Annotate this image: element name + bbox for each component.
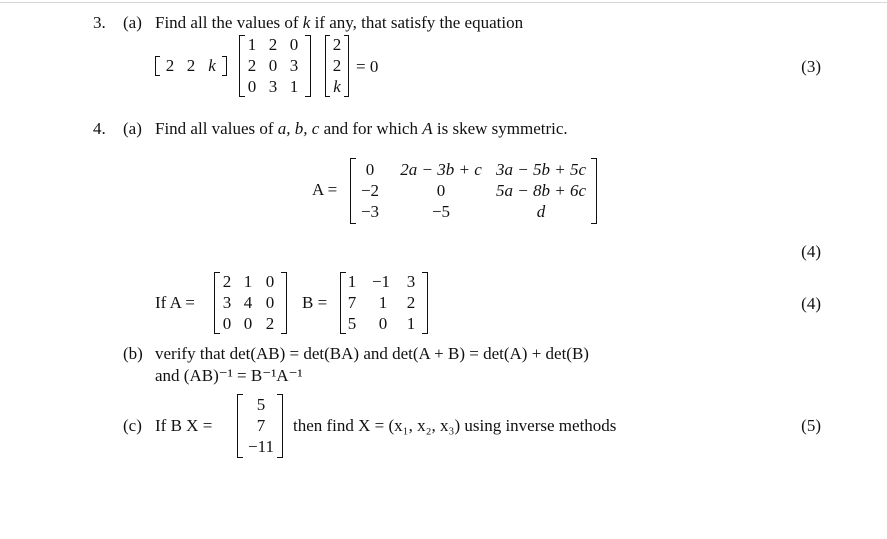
q4b-question-text: verify that det(AB) = det(BA) and det(A + B) = det(A) + det(B) — [155, 344, 589, 363]
q4b-question-text-2: and (AB)⁻¹ = B⁻¹A⁻¹ — [155, 366, 303, 385]
q4a-A-cell: −5 — [431, 202, 451, 221]
q4-A2-cell: 0 — [265, 293, 275, 312]
q3-column-vector-cell: k — [333, 77, 341, 96]
q3-matrix — [239, 35, 311, 97]
q3-part-label: (a) — [123, 13, 142, 32]
q4a-A-cell: 0 — [436, 181, 446, 200]
q4-B-cell: 1 — [406, 314, 416, 333]
q4-A2-cell: 0 — [222, 314, 232, 333]
q4c-vector-cell: 5 — [256, 395, 266, 414]
q4a-A-label: A = — [312, 180, 338, 199]
q3-column-vector-cell: 2 — [332, 56, 342, 75]
q4-if-A-label: If A = — [155, 293, 195, 312]
q4c-marks: (5) — [801, 416, 821, 435]
q3-number: 3. — [93, 13, 106, 32]
q4a-question-text: Find all values of a, b, c and for which A is skew symmetric. — [155, 119, 568, 138]
q3-row-vector-cell: k — [208, 56, 216, 75]
q3-marks: (3) — [801, 57, 821, 76]
q3-matrix-cell: 1 — [289, 77, 299, 96]
q3-column-vector — [325, 35, 349, 97]
q3-column-vector-cell: 2 — [332, 35, 342, 54]
q4-B-matrix — [340, 272, 428, 334]
q4b-marks: (4) — [801, 294, 821, 313]
q4-A2-cell: 3 — [222, 293, 232, 312]
q4c-equation-lhs: If B X = — [155, 416, 213, 435]
q4-A2-cell: 1 — [243, 272, 253, 291]
q4-B-cell: 3 — [406, 272, 416, 291]
q3-matrix-cell: 0 — [247, 77, 257, 96]
q4c-vector — [237, 394, 283, 458]
q4a-A-cell: −3 — [360, 202, 380, 221]
q4a-A-cell: 5a − 8b + 6c — [496, 181, 586, 200]
q3-row-vector-cell: 2 — [165, 56, 175, 75]
q4-B-cell: 7 — [347, 293, 357, 312]
q4a-A-cell: −2 — [360, 181, 380, 200]
q4a-marks: (4) — [801, 242, 821, 261]
q3-matrix-cell: 1 — [247, 35, 257, 54]
q4-A2-cell: 4 — [243, 293, 253, 312]
q4a-A-cell: d — [536, 202, 546, 221]
q4-A2-cell: 0 — [243, 314, 253, 333]
q4c-vector-cell: −11 — [248, 437, 274, 456]
q4-B-cell: 2 — [406, 293, 416, 312]
q4-B-cell: 5 — [347, 314, 357, 333]
q3-matrix-cell: 2 — [247, 56, 257, 75]
q3-rhs: = 0 — [356, 57, 379, 76]
top-divider — [0, 2, 887, 3]
q4a-A-cell: 3a − 5b + 5c — [496, 160, 586, 179]
q3-matrix-cell: 2 — [268, 35, 278, 54]
q4-number: 4. — [93, 119, 106, 138]
q4-B-cell: 0 — [378, 314, 388, 333]
q4-part-c-label: (c) — [123, 416, 142, 435]
q3-question-text: Find all the values of k if any, that satisfy the equation — [155, 13, 524, 32]
q4-B-cell: 1 — [347, 272, 357, 291]
q4c-vector-cell: 7 — [256, 416, 266, 435]
q4a-A-cell: 2a − 3b + c — [400, 160, 482, 179]
q4-A2-cell: 2 — [222, 272, 232, 291]
q4-A2-matrix — [214, 272, 287, 334]
q3-matrix-cell: 0 — [289, 35, 299, 54]
q4-A2-cell: 0 — [265, 272, 275, 291]
q4-B-cell: −1 — [371, 272, 391, 291]
q4-B-label: B = — [302, 293, 328, 312]
q3-matrix-cell: 3 — [268, 77, 278, 96]
q3-row-vector — [155, 56, 227, 76]
q4a-A-cell: 0 — [365, 160, 375, 179]
q4-B-cell: 1 — [378, 293, 388, 312]
q4-part-b-label: (b) — [123, 344, 143, 363]
q4c-question-text: then find X = (x₁, x₂, x₃) using inverse methods — [293, 416, 617, 435]
q4-A2-cell: 2 — [265, 314, 275, 333]
q3-matrix-cell: 3 — [289, 56, 299, 75]
q3-row-vector-cell: 2 — [186, 56, 196, 75]
q4a-A-matrix — [350, 158, 597, 224]
q3-matrix-cell: 0 — [268, 56, 278, 75]
q4-part-a-label: (a) — [123, 119, 142, 138]
